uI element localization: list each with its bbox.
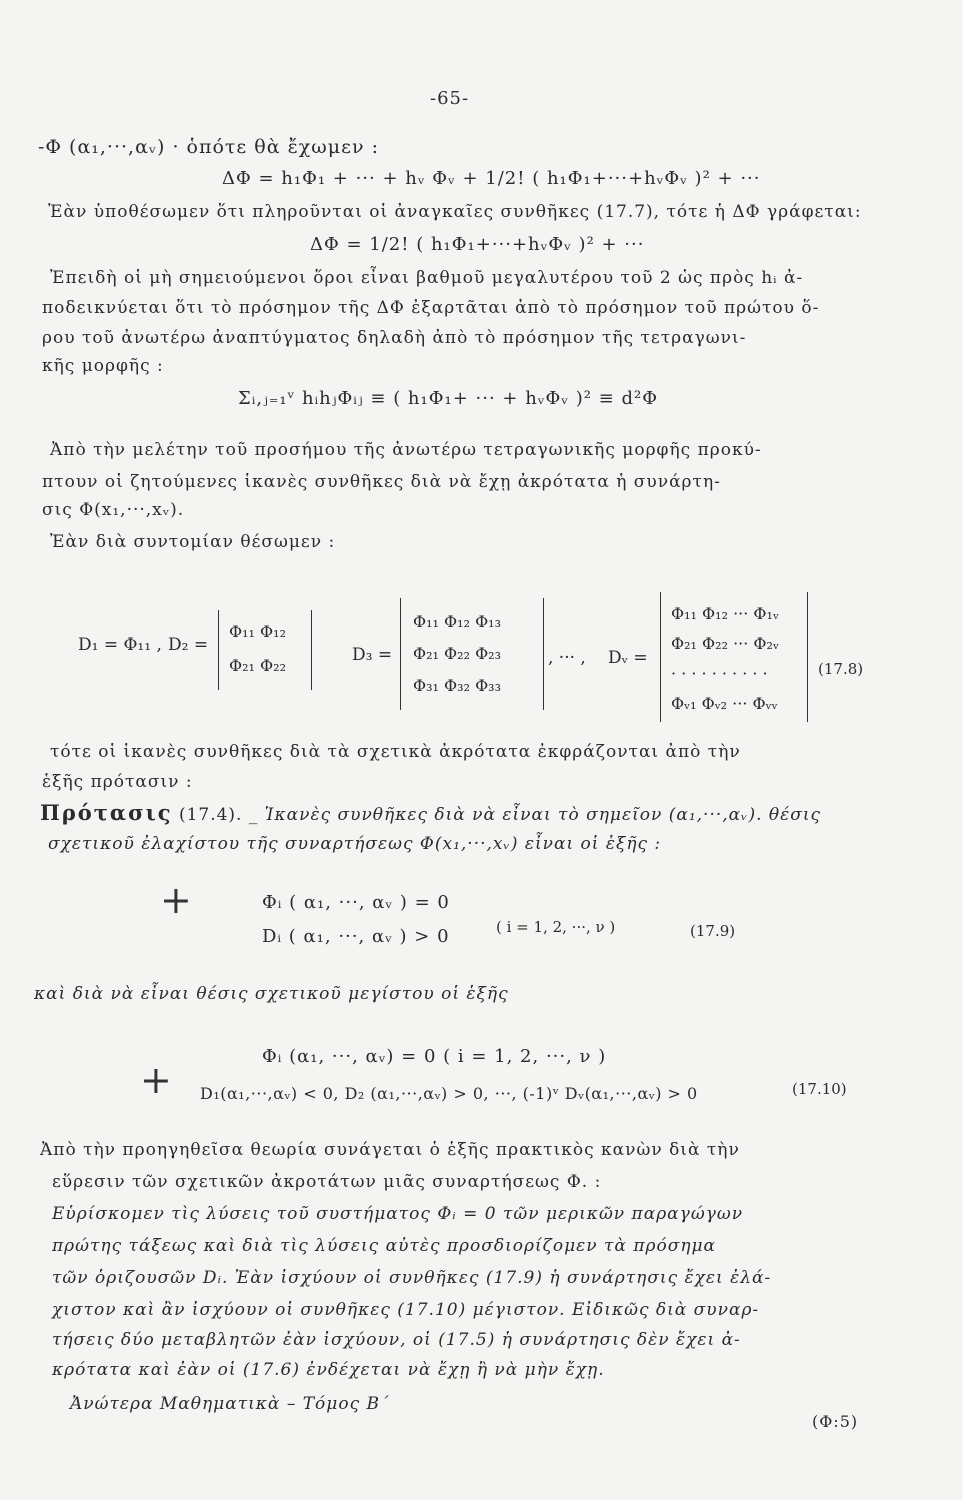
page-number: -65- (430, 88, 470, 109)
matrix-row: Φ₂₁ Φ₂₂ (229, 656, 286, 675)
text-line: Εὑρίσκομεν τὶς λύσεις τοῦ συστήματος Φᵢ = 0 τῶν μερικῶν παραγώγων (52, 1204, 744, 1224)
text-line: -Φ (α₁,···,αᵥ) · ὁπότε θὰ ἔχωμεν : (38, 136, 379, 158)
matrix-row: Φ₂₁ Φ₂₂ Φ₂₃ (413, 644, 502, 663)
text-line: πτουν οἱ ζητούμενες ἱκανὲς συνθῆκες διὰ νὰ ἔχῃ ἀκρότατα ἡ συνάρτη- (42, 472, 721, 492)
handwritten-cross-mark: + (160, 878, 192, 922)
text-line: τήσεις δύο μεταβλητῶν ἐὰν ἰσχύουν, οἱ (17.5) ἡ συνάρτησις δὲν ἔχει ἀ- (52, 1330, 741, 1350)
text-line: τότε οἱ ἱκανὲς συνθῆκες διὰ τὰ σχετικὰ ἀκρότατα ἐκφράζονται ἀπὸ τὴν (50, 742, 741, 762)
equation: Φᵢ ( α₁, ···, αᵥ ) = 0 (262, 892, 450, 913)
determinant-dv (660, 592, 808, 722)
text-line: ρου τοῦ ἀνωτέρω ἀναπτύγματος δηλαδὴ ἀπὸ τὸ πρόσημον τῆς τετραγωνι- (42, 328, 747, 348)
text-line: εὕρεσιν τῶν σχετικῶν ἀκροτάτων μιᾶς συναρτήσεως Φ. : (52, 1172, 602, 1192)
determinant-dv-label: Dᵥ = (608, 648, 648, 668)
text-line: ποδεικνύεται ὅτι τὸ πρόσημον τῆς ΔΦ ἐξαρτᾶται ἀπὸ τὸ πρόσημον τοῦ πρώτου ὅ- (42, 298, 820, 318)
index-range: ( i = 1, 2, ···, ν ) (496, 918, 616, 936)
equation: Σᵢ,ⱼ₌₁ᵛ hᵢhⱼΦᵢⱼ ≡ ( h₁Φ₁+ ··· + hᵥΦᵥ )² ≡ d²Φ (238, 388, 658, 409)
equation: ΔΦ = 1/2! ( h₁Φ₁+···+hᵥΦᵥ )² + ··· (310, 234, 645, 255)
handwritten-cross-mark: + (140, 1058, 172, 1102)
text-line: κρότατα καὶ ἐὰν οἱ (17.6) ἐνδέχεται νὰ ἔχῃ ἢ νὰ μὴν ἔχῃ. (52, 1360, 605, 1380)
matrix-row: Φ₃₁ Φ₃₂ Φ₃₃ (413, 676, 502, 695)
text-line: Ἀπὸ τὴν προηγηθεῖσα θεωρία συνάγεται ὁ ἑξῆς πρακτικὸς κανὼν διὰ τὴν (40, 1140, 740, 1160)
equation-number: (17.9) (690, 922, 736, 940)
text-line: ἑξῆς πρότασιν : (42, 772, 193, 792)
proposition-number: (17.4). _ (178, 805, 259, 825)
matrix-row: · · · · · · · · · · (671, 664, 768, 683)
matrix-row: Φ₁₁ Φ₁₂ (229, 622, 286, 641)
determinant-d1: D₁ = Φ₁₁ , (78, 635, 162, 655)
equation-number: (17.8) (818, 660, 864, 678)
equation-number: (17.10) (792, 1080, 847, 1098)
determinant-d2 (218, 610, 312, 690)
footer-book-title: Ἀνώτερα Μαθηματικὰ – Τόμος Β΄ (70, 1394, 390, 1414)
text-line: σις Φ(x₁,···,xᵥ). (42, 500, 185, 520)
text-line: τῶν ὁριζουσῶν Dᵢ. Ἐὰν ἰσχύουν οἱ συνθῆκες (17.9) ἡ συνάρτησις ἔχει ἐλά- (52, 1268, 772, 1288)
text-line: Ἐὰν διὰ συντομίαν θέσωμεν : (50, 532, 336, 552)
proposition-text: σχετικοῦ ἐλαχίστου τῆς συναρτήσεως Φ(x₁,···,xᵥ) εἶναι οἱ ἑξῆς : (48, 834, 662, 854)
determinant-ellipsis: , ··· , (548, 648, 586, 668)
text-line: Ἐὰν ὑποθέσωμεν ὅτι πληροῦνται οἱ ἀναγκαῖες συνθῆκες (17.7), τότε ἡ ΔΦ γράφεται: (48, 202, 862, 222)
determinant-d3 (400, 598, 544, 710)
matrix-row: Φ₁₁ Φ₁₂ ··· Φ₁ᵥ (671, 604, 779, 623)
proposition-line (40, 800, 821, 825)
text-line: Ἀπὸ τὴν μελέτην τοῦ προσήμου τῆς ἀνωτέρω τετραγωνικῆς μορφῆς προκύ- (50, 440, 762, 460)
determinant-d3-label: D₃ = (352, 645, 393, 665)
determinant-d2-label: D₂ = (168, 635, 209, 655)
footer-sheet-mark: (Φ:5) (812, 1412, 859, 1431)
proposition-text: Ἱκανὲς συνθῆκες διὰ νὰ εἶναι τὸ σημεῖον (α₁,···,αᵥ). θέσις (264, 805, 822, 825)
text-line: κῆς μορφῆς : (42, 356, 164, 376)
equation: Dᵢ ( α₁, ···, αᵥ ) > 0 (262, 926, 450, 947)
text-line: χιστον καὶ ἂν ἰσχύουν οἱ συνθῆκες (17.10) μέγιστον. Εἰδικῶς διὰ συναρ- (52, 1300, 760, 1320)
proposition-heading: Πρότασις (40, 800, 173, 825)
text-line: Ἐπειδὴ οἱ μὴ σημειούμενοι ὅροι εἶναι βαθμοῦ μεγαλυτέρου τοῦ 2 ὡς πρὸς hᵢ ἀ- (50, 268, 804, 288)
matrix-row: Φᵥ₁ Φᵥ₂ ··· Φᵥᵥ (671, 694, 778, 713)
text-line: πρώτης τάξεως καὶ διὰ τὶς λύσεις αὐτὲς προσδιορίζομεν τὰ πρόσημα (52, 1236, 717, 1256)
matrix-row: Φ₁₁ Φ₁₂ Φ₁₃ (413, 612, 502, 631)
matrix-row: Φ₂₁ Φ₂₂ ··· Φ₂ᵥ (671, 634, 779, 653)
equation: ΔΦ = h₁Φ₁ + ··· + hᵥ Φᵥ + 1/2! ( h₁Φ₁+···+hᵥΦᵥ )² + ··· (222, 168, 761, 189)
text-line: καὶ διὰ νὰ εἶναι θέσις σχετικοῦ μεγίστου οἱ ἑξῆς (34, 984, 509, 1004)
equation: D₁(α₁,···,αᵥ) < 0, D₂ (α₁,···,αᵥ) > 0, ···, (-1)ᵛ Dᵥ(α₁,···,αᵥ) > 0 (200, 1084, 698, 1103)
equation: Φᵢ (α₁, ···, αᵥ) = 0 ( i = 1, 2, ···, ν ) (262, 1046, 607, 1067)
